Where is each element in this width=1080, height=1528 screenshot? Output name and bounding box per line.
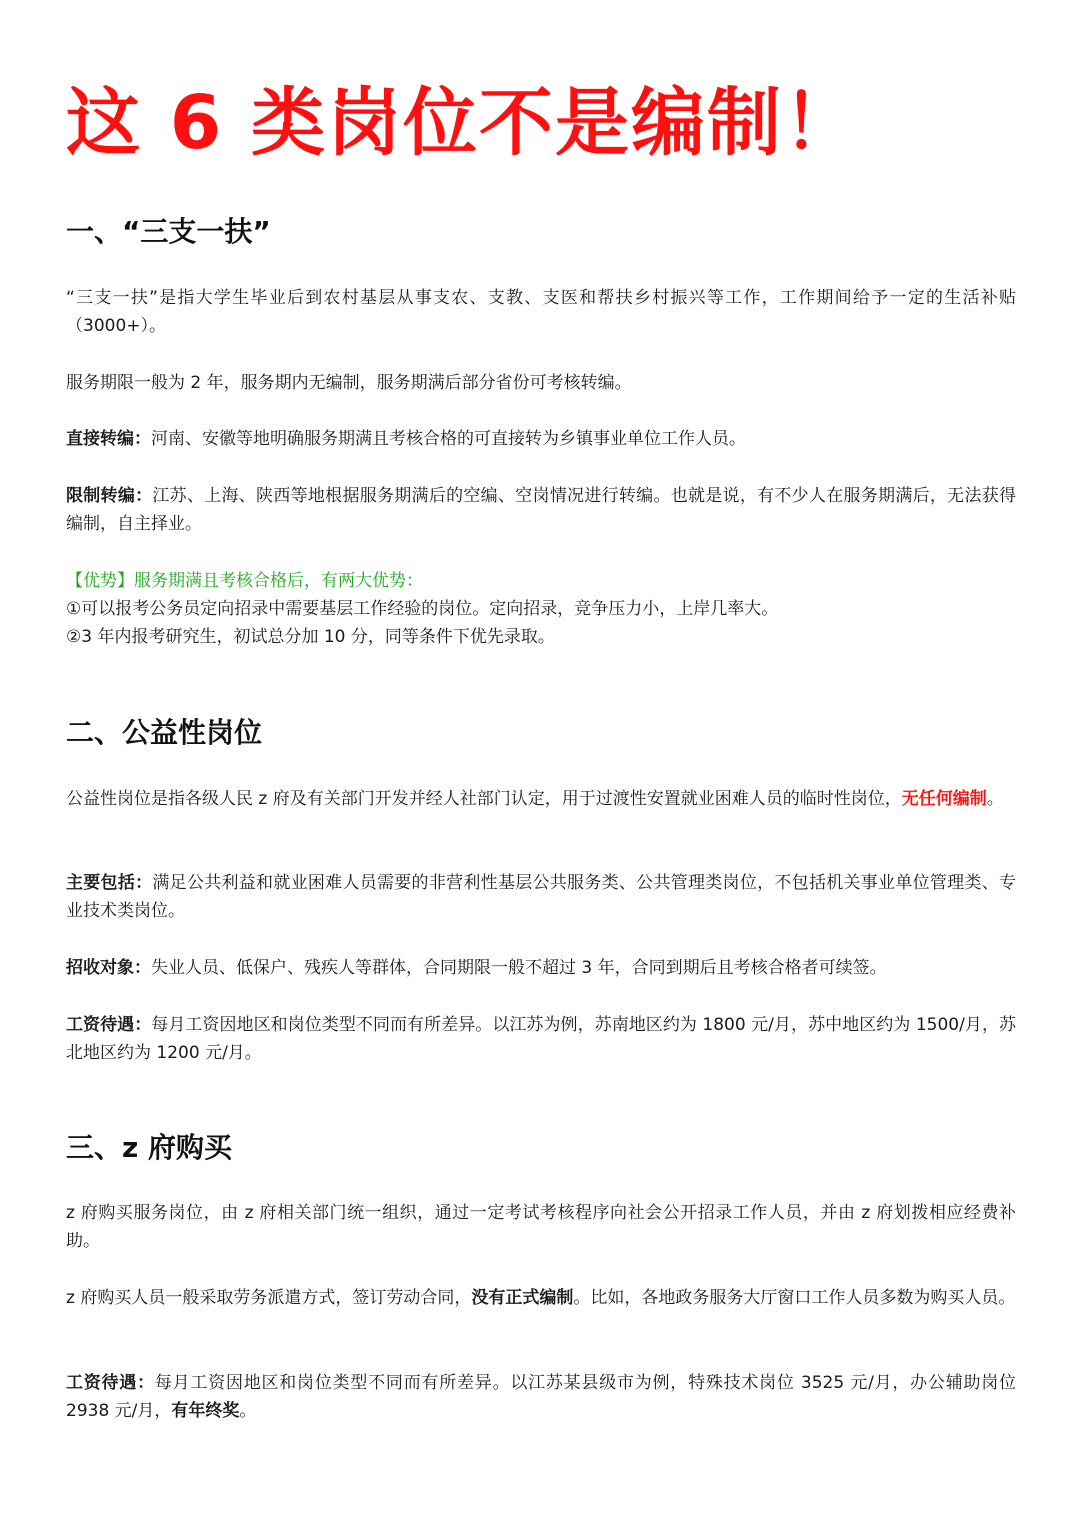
- public-welfare-intro-paragraph: [66, 785, 1016, 813]
- dispatch-text-post: 。比如，各地政务服务大厅窗口工作人员多数为购买人员。: [573, 1288, 1016, 1308]
- public-welfare-salary-paragraph: [66, 1011, 1016, 1067]
- limited-transfer-text: 江苏、上海、陕西等地根据服务期满后的空编、空岗情况进行转编。也就是说，有不少人在服务期满后，无法获得编制，自主择业。: [66, 486, 1016, 534]
- no-establishment-highlight: 无任何编制: [901, 789, 987, 809]
- sanzhiyifu-term-paragraph: 服务期限一般为 2 年，服务期内无编制，服务期满后部分省份可考核转编。: [66, 373, 632, 393]
- sanzhiyifu-direct-transfer-paragraph: [66, 425, 1016, 453]
- direct-transfer-text: 河南、安徽等地明确服务期满且考核合格的可直接转为乡镇事业单位工作人员。: [151, 429, 746, 449]
- public-welfare-intro-end: 。: [986, 789, 1004, 809]
- scope-label: 主要包括：: [66, 873, 153, 893]
- sanzhiyifu-advantages-block: [66, 567, 1016, 651]
- advantage-item-2: ②3 年内报考研究生，初试总分加 10 分，同等条件下优先录取。: [66, 627, 555, 647]
- direct-transfer-label: 直接转编：: [66, 429, 151, 449]
- government-purchase-salary-text: 每月工资因地区和岗位类型不同而有所差异。以江苏某县级市为例，特殊技术岗位 3525 元/月，办公辅助岗位 2938 元/月，: [66, 1373, 1017, 1421]
- section-heading-sanzhiyifu: 一、“三支一扶”: [66, 215, 271, 248]
- government-purchase-salary-paragraph: [66, 1369, 1016, 1425]
- public-welfare-salary-label: 工资待遇：: [66, 1015, 152, 1035]
- sanzhiyifu-intro-paragraph: “三支一扶”是指大学生毕业后到农村基层从事支农、支教、支医和帮扶乡村振兴等工作，工作期间给予一定的生活补贴（3000+）。: [66, 288, 1016, 336]
- target-text: 失业人员、低保户、残疾人等群体，合同期限一般不超过 3 年，合同到期后且考核合格者可续签。: [151, 958, 887, 978]
- no-formal-establishment-highlight: 没有正式编制: [471, 1288, 574, 1308]
- advantage-item-1: ①可以报考公务员定向招录中需要基层工作经验的岗位。定向招录，竞争压力小，上岸几率大。: [66, 599, 779, 619]
- year-end-bonus-highlight: 有年终奖: [171, 1401, 240, 1421]
- section-heading-public-welfare: 二、公益性岗位: [66, 716, 263, 749]
- target-label: 招收对象：: [66, 958, 151, 978]
- government-purchase-salary-end: 。: [239, 1401, 257, 1421]
- dispatch-text-pre: z 府购买人员一般采取劳务派遣方式，签订劳动合同，: [66, 1288, 472, 1308]
- government-purchase-salary-label: 工资待遇：: [66, 1373, 155, 1393]
- public-welfare-intro-text: 公益性岗位是指各级人民 z 府及有关部门开发并经人社部门认定，用于过渡性安置就业困难人员的临时性岗位，: [66, 789, 902, 809]
- public-welfare-scope-paragraph: [66, 869, 1016, 925]
- government-purchase-intro-paragraph: z 府购买服务岗位，由 z 府相关部门统一组织，通过一定考试考核程序向社会公开招录工作人员，并由 z 府划拨相应经费补助。: [66, 1203, 1016, 1251]
- public-welfare-target-paragraph: [66, 954, 1016, 982]
- advantages-title: 【优势】服务期满且考核合格后，有两大优势：: [66, 571, 423, 591]
- page-title: 这 6 类岗位不是编制！: [66, 80, 860, 166]
- sanzhiyifu-limited-transfer-paragraph: [66, 482, 1016, 538]
- limited-transfer-label: 限制转编：: [66, 486, 153, 506]
- section-heading-government-purchase: 三、z 府购买: [66, 1131, 233, 1164]
- government-purchase-dispatch-paragraph: [66, 1284, 1016, 1312]
- scope-text: 满足公共利益和就业困难人员需要的非营利性基层公共服务类、公共管理类岗位，不包括机关事业单位管理类、专业技术类岗位。: [66, 873, 1016, 921]
- public-welfare-salary-text: 每月工资因地区和岗位类型不同而有所差异。以江苏为例，苏南地区约为 1800 元/月，苏中地区约为 1500/月，苏北地区约为 1200 元/月。: [66, 1015, 1016, 1063]
